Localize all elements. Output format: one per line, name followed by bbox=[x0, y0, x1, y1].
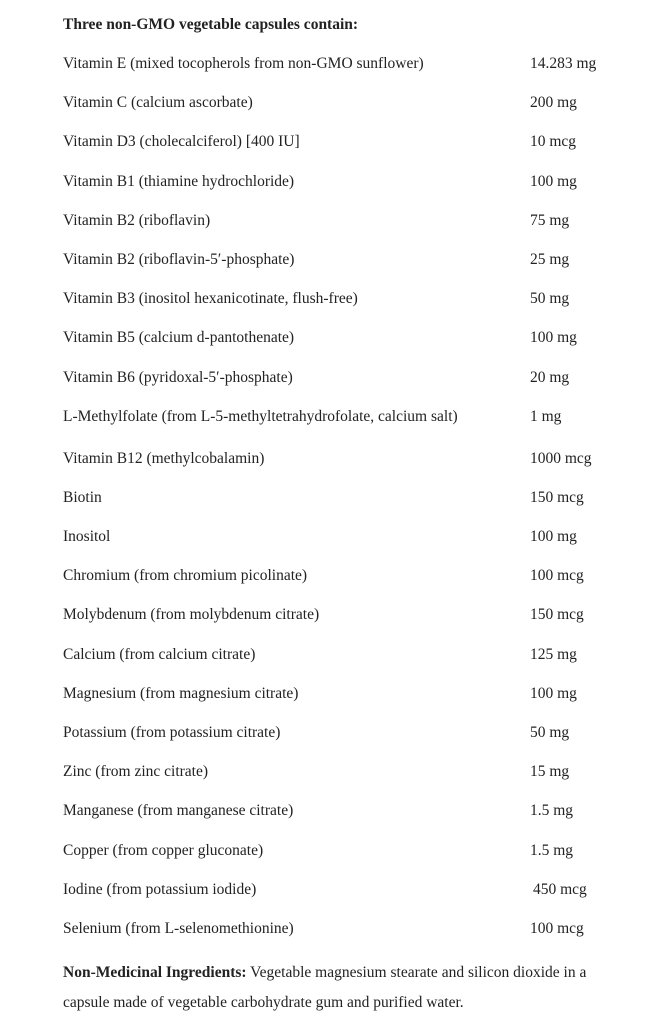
non-medicinal-text: Vegetable magnesium stearate and silicon dioxide in a capsule made of vegetable carbohydrate gum and purified water. bbox=[63, 964, 587, 1011]
ingredient-name: Zinc (from zinc citrate) bbox=[63, 763, 209, 781]
ingredient-row bbox=[63, 722, 643, 761]
ingredient-amount: 125 mg bbox=[530, 645, 577, 663]
ingredient-row bbox=[63, 840, 643, 879]
non-medicinal-ingredients bbox=[63, 958, 623, 1018]
ingredient-name: Vitamin D3 (cholecalciferol) [400 IU] bbox=[63, 133, 300, 151]
ingredient-amount: 14.283 mg bbox=[530, 55, 597, 72]
ingredient-row bbox=[63, 249, 643, 288]
ingredient-amount: 1.5 mg bbox=[530, 802, 574, 820]
ingredient-row bbox=[63, 487, 643, 526]
ingredient-list bbox=[63, 53, 643, 957]
ingredient-name: Vitamin B3 (inositol hexanicotinate, flush-free) bbox=[63, 290, 358, 308]
ingredient-amount: 50 mg bbox=[530, 290, 570, 308]
ingredient-row bbox=[63, 683, 643, 722]
ingredient-name: Potassium (from potassium citrate) bbox=[63, 724, 281, 741]
ingredient-name: Selenium (from L-selenomethionine) bbox=[63, 919, 294, 937]
ingredient-row bbox=[63, 448, 643, 487]
ingredient-row bbox=[63, 327, 643, 366]
ingredient-name: L-Methylfolate (from L-5-methyltetrahydrofolate, calcium salt) bbox=[63, 407, 458, 425]
ingredient-name: Vitamin B1 (thiamine hydrochloride) bbox=[63, 172, 295, 190]
ingredient-amount: 100 mcg bbox=[530, 919, 584, 937]
ingredient-name: Inositol bbox=[63, 528, 111, 546]
ingredient-amount: 20 mg bbox=[530, 368, 570, 386]
ingredient-row bbox=[63, 604, 643, 643]
ingredient-amount: 25 mg bbox=[530, 250, 570, 268]
ingredient-amount: 50 mg bbox=[530, 724, 570, 741]
ingredient-row bbox=[63, 367, 643, 406]
ingredient-amount: 10 mcg bbox=[530, 133, 577, 151]
ingredient-row bbox=[63, 288, 643, 327]
ingredient-name: Vitamin E (mixed tocopherols from non-GMO sunflower) bbox=[63, 55, 424, 72]
ingredient-amount: 150 mcg bbox=[530, 488, 584, 506]
ingredient-row bbox=[63, 800, 643, 839]
ingredient-name: Manganese (from manganese citrate) bbox=[63, 802, 294, 820]
ingredient-row bbox=[63, 761, 643, 800]
ingredient-name: Vitamin B5 (calcium d-pantothenate) bbox=[63, 329, 295, 347]
ingredient-row bbox=[63, 918, 643, 957]
ingredient-row bbox=[63, 526, 643, 565]
ingredient-row bbox=[63, 210, 643, 249]
ingredient-amount: 150 mcg bbox=[530, 606, 584, 624]
ingredient-amount: 1 mg bbox=[530, 407, 562, 425]
ingredient-amount: 15 mg bbox=[530, 763, 570, 781]
ingredient-name: Copper (from copper gluconate) bbox=[63, 841, 264, 859]
ingredient-amount: 1000 mcg bbox=[530, 449, 592, 467]
ingredient-name: Vitamin B2 (riboflavin) bbox=[63, 211, 211, 229]
ingredient-row bbox=[63, 406, 643, 448]
ingredient-row bbox=[63, 131, 643, 170]
ingredient-row bbox=[63, 53, 643, 92]
ingredient-amount: 200 mg bbox=[530, 94, 577, 112]
ingredient-name: Vitamin B2 (riboflavin-5′-phosphate) bbox=[63, 250, 295, 268]
ingredient-row bbox=[63, 171, 643, 210]
ingredient-amount: 450 mcg bbox=[533, 880, 587, 898]
ingredient-name: Vitamin B6 (pyridoxal-5′-phosphate) bbox=[63, 368, 293, 386]
ingredient-name: Vitamin B12 (methylcobalamin) bbox=[63, 449, 265, 467]
ingredient-amount: 100 mcg bbox=[530, 567, 584, 585]
ingredient-amount: 100 mg bbox=[530, 172, 577, 190]
ingredient-row bbox=[63, 565, 643, 604]
ingredient-amount: 100 mg bbox=[530, 528, 577, 546]
ingredient-name: Iodine (from potassium iodide) bbox=[63, 880, 257, 898]
ingredient-name: Molybdenum (from molybdenum citrate) bbox=[63, 606, 320, 624]
ingredient-row bbox=[63, 92, 643, 131]
ingredient-amount: 75 mg bbox=[530, 211, 570, 229]
ingredient-name: Magnesium (from magnesium citrate) bbox=[63, 684, 299, 702]
capsule-heading: Three non-GMO vegetable capsules contain: bbox=[63, 16, 359, 33]
ingredient-name: Biotin bbox=[63, 488, 102, 506]
ingredient-name: Vitamin C (calcium ascorbate) bbox=[63, 94, 253, 112]
non-medicinal-label: Non-Medicinal Ingredients: bbox=[63, 964, 247, 981]
ingredient-amount: 100 mg bbox=[530, 329, 577, 347]
ingredient-name: Chromium (from chromium picolinate) bbox=[63, 567, 308, 585]
ingredient-row bbox=[63, 644, 643, 683]
ingredient-amount: 1.5 mg bbox=[530, 841, 574, 859]
ingredient-name: Calcium (from calcium citrate) bbox=[63, 645, 256, 663]
ingredient-amount: 100 mg bbox=[530, 684, 577, 702]
ingredient-row bbox=[63, 879, 643, 918]
